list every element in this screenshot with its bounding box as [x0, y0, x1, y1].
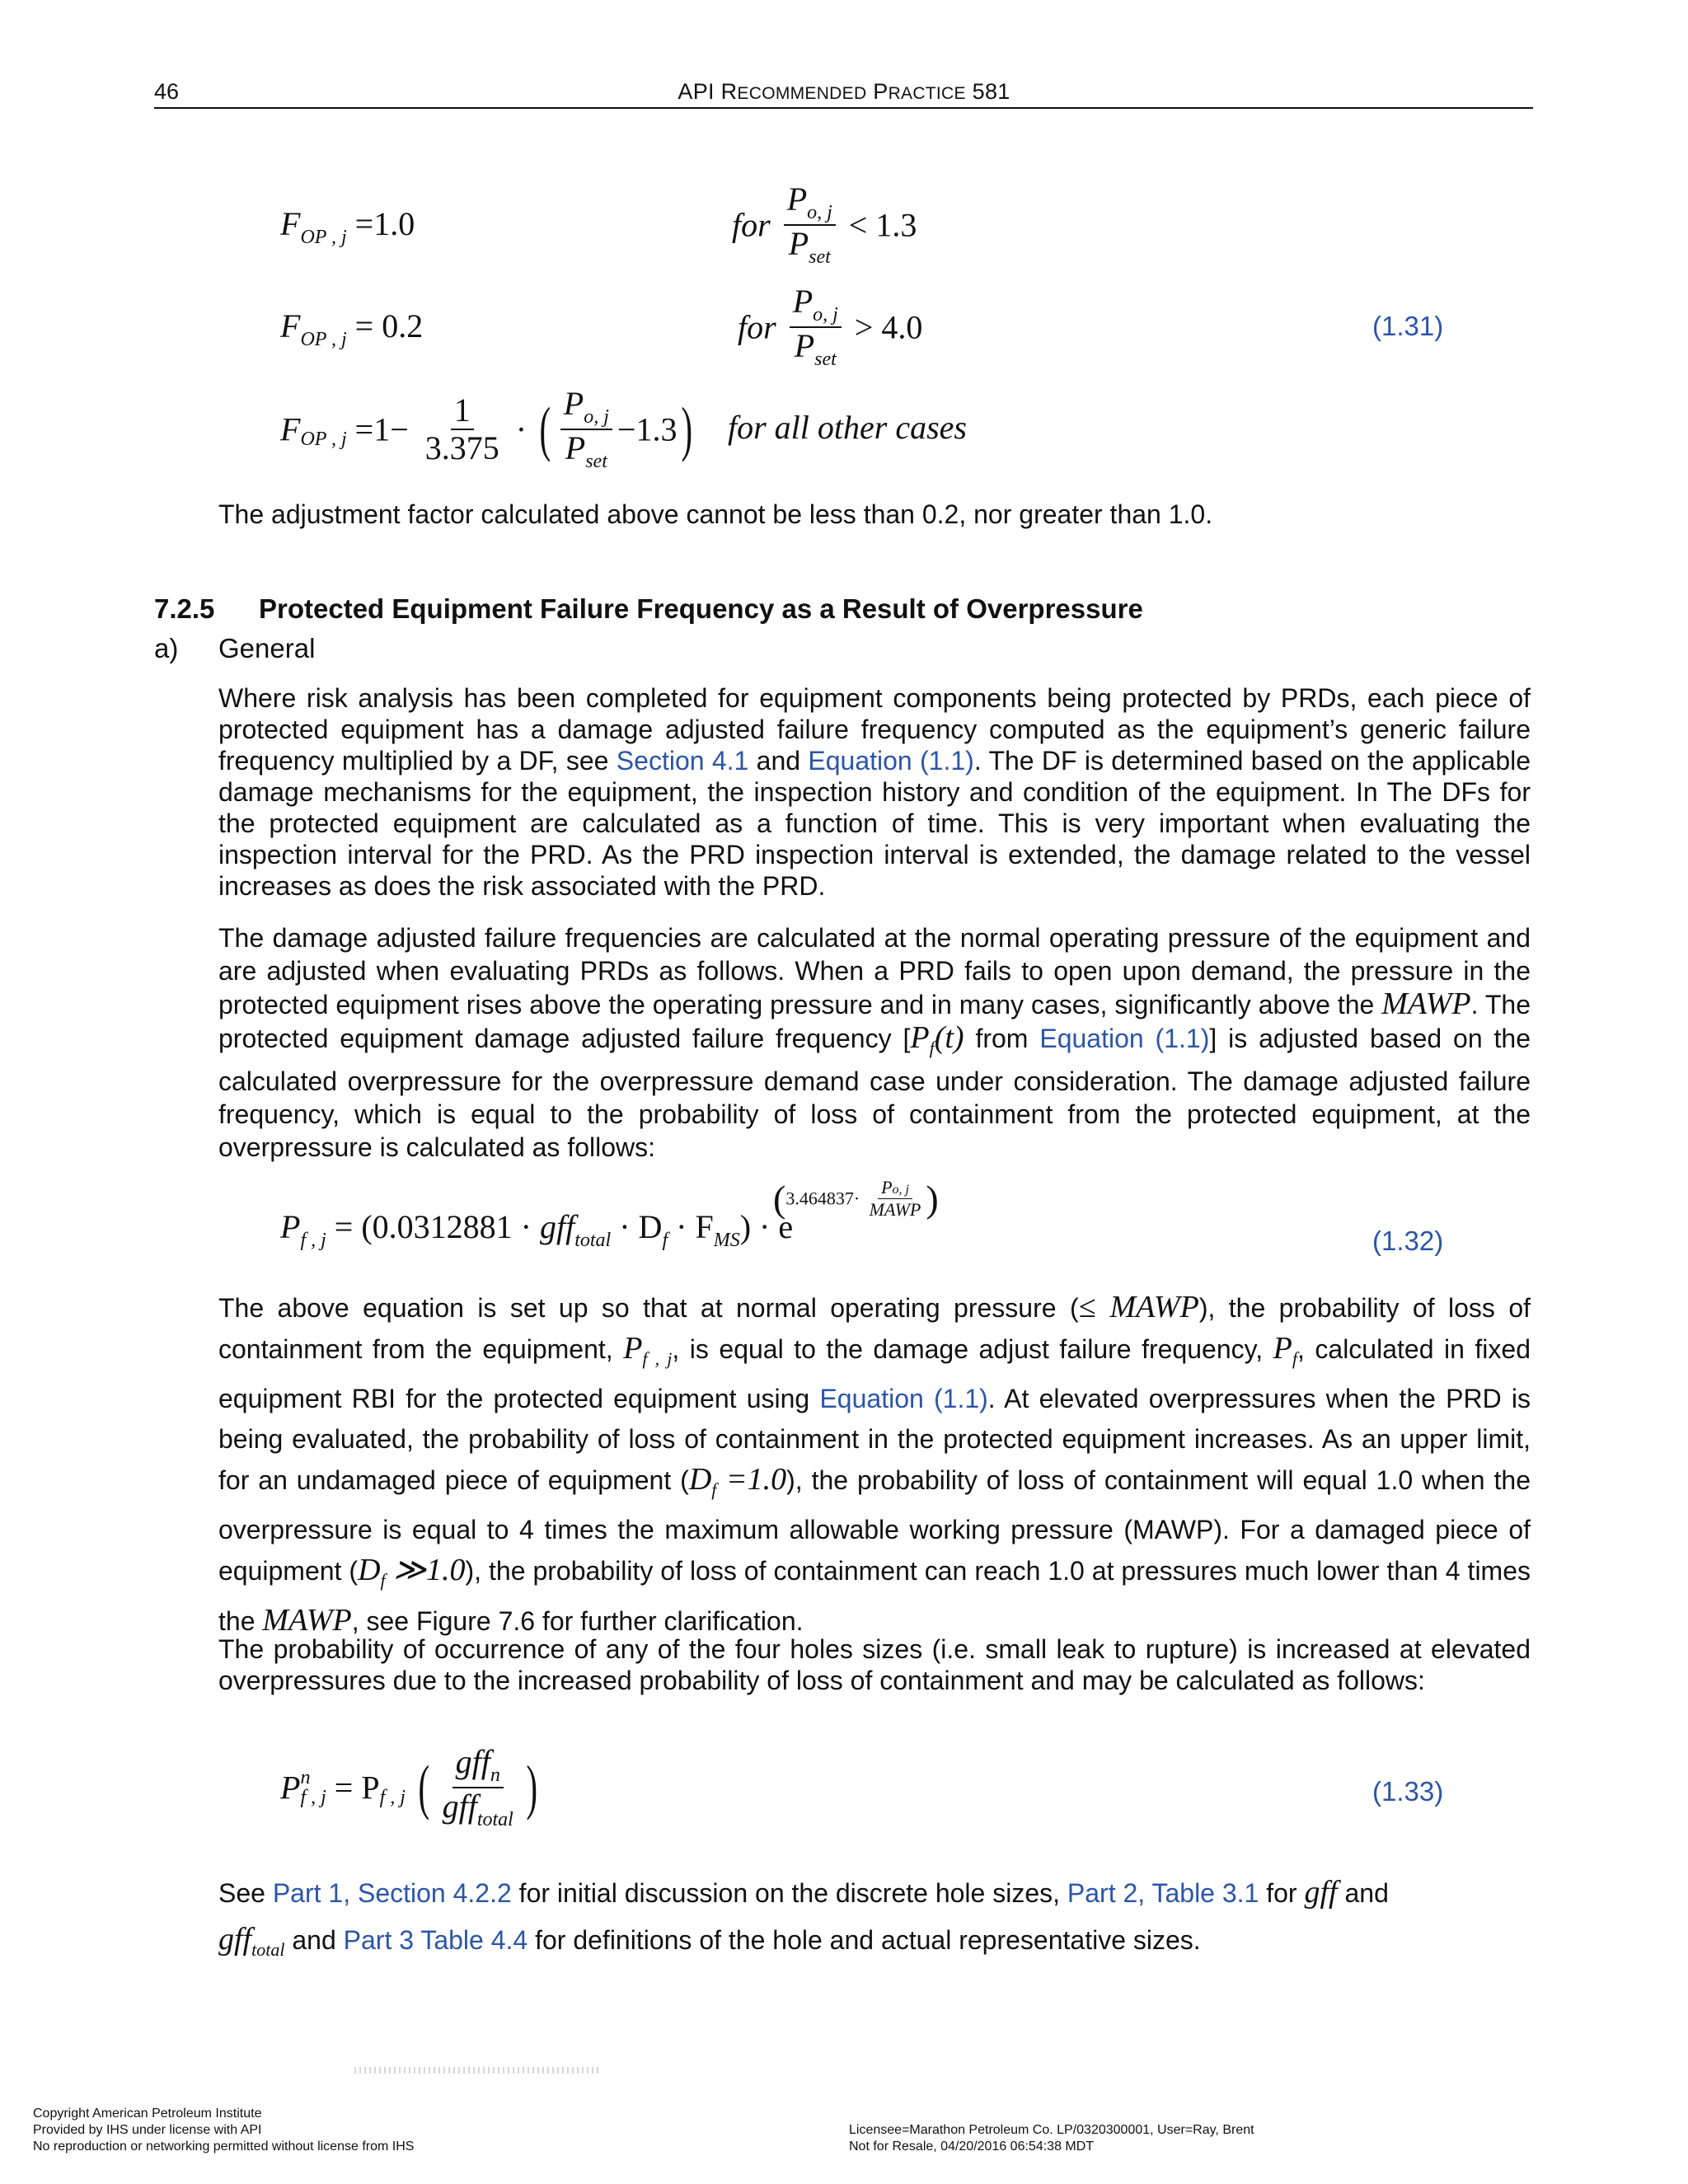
- header-rule: [154, 107, 1533, 109]
- link-equation-1-1[interactable]: Equation (1.1): [819, 1384, 988, 1413]
- eq131-row3-condition: for all other cases: [728, 409, 967, 446]
- link-equation-1-1[interactable]: Equation (1.1): [1039, 1024, 1210, 1053]
- scan-artifact: [354, 2067, 602, 2074]
- eq131-number: (1.31): [1372, 311, 1444, 341]
- subsection-label: a) General: [154, 633, 316, 663]
- eq131-row3-lhs: $F_{OP , j} =1-$ $\frac{1}{3.375}$ · ( $\frac{P_{o, j}}{P_{set}}$ −1.3): [280, 385, 693, 472]
- paragraph-see-also: See Part 1, Section 4.2.2 for initial discussion on the discrete hole sizes, Part 2, Table 3.1 for gff and gff$_{total}$ and Part 3 Table 4.4 for definitions of the hole and actual representative sizes.: [218, 1875, 1389, 1960]
- adjustment-factor-note: The adjustment factor calculated above cannot be less than 0.2, nor greater than 1.0.: [218, 499, 1213, 529]
- eq131-row1-condition: for $\frac{P_{o, j}}{P_{set}}$ < 1.3: [732, 180, 917, 268]
- eq133-number: (1.33): [1372, 1776, 1444, 1807]
- link-section-4-1[interactable]: Section 4.1: [616, 746, 749, 776]
- eq131-row2-lhs: $F_{OP , j} = 0.2$: [280, 307, 424, 350]
- paragraph-damage-adjusted: The damage adjusted failure frequencies are calculated at the normal operating pressure of the equipment and are adjusted when evaluating PRDs as follows. When a PRD fails to open upon demand, the pressure in the protected equipment rises above the operating pressure and in many cases, significantly above the MAWP. The protected equipment damage adjusted failure frequency [$P_f(t)$ from Equation (1.1)] is adjusted based on the calculated overpressure for the overpressure demand case under consideration. The damage adjusted failure frequency, which is equal to the probability of loss of containment from the protected equipment, at the overpressure is calculated as follows:: [218, 923, 1531, 1162]
- link-part3-table-4-4[interactable]: Part 3 Table 4.4: [343, 1925, 528, 1955]
- running-header-title: API RECOMMENDED PRACTICE 581: [678, 79, 1010, 104]
- section-heading: 7.2.5 Protected Equipment Failure Frequency as a Result of Overpressure: [154, 593, 1143, 624]
- eq131-row2-condition: for $\frac{P_{o, j}}{P_{set}}$ > 4.0: [738, 283, 923, 370]
- eq132: $P_{f , j} = (0.0312881 \cdot gff_{total} \cdot D_f \cdot F_{MS}) \cdot e$: [280, 1208, 794, 1251]
- paragraph-hole-probability: The probability of occurrence of any of the four holes sizes (i.e. small leak to rupture) is increased at elevated overpressures due to the increased probability of loss of containment and may be calculated as follows:: [218, 1634, 1531, 1695]
- link-part2-table-3-1[interactable]: Part 2, Table 3.1: [1067, 1878, 1259, 1908]
- paragraph-risk-analysis: Where risk analysis has been completed for equipment components being protected by PRDs, each piece of protected equipment has a damage adjusted failure frequency computed as the equipment’s generic failure frequency multiplied by a DF, see Section 4.1 and Equation (1.1). The DF is determined based on the applicable damage mechanisms for the equipment, the inspection history and condition of the equipment. In The DFs for the protected equipment are calculated as a function of time. This is very important when evaluating the inspection interval for the PRD. As the PRD inspection interval is extended, the damage related to the vessel increases as does the risk associated with the PRD.: [218, 683, 1531, 901]
- eq133: P n f , j = $P_{f , j}$ ( $\frac{gff_n}{gff_{total}}$ ): [280, 1743, 537, 1830]
- footer-license: Licensee=Marathon Petroleum Co. LP/0320300001, User=Ray, Brent Not for Resale, 04/20/2016 06:54:38 MDT: [849, 2123, 1254, 2154]
- paragraph-normal-pressure: The above equation is set up so that at normal operating pressure (≤ MAWP), the probability of loss of containment from the equipment, $P_{f , j}$, is equal to the damage adjust failure frequency, $P_f$, calculated in fixed equipment RBI for the protected equipment using Equation (1.1). At elevated overpressures when the PRD is being evaluated, the probability of loss of containment in the protected equipment increases. As an upper limit, for an undamaged piece of equipment $(D_f =1.0)$, the probability of loss of containment will equal 1.0 when the overpressure is equal to 4 times the maximum allowable working pressure (MAWP). For a damaged piece of equipment ($D_f$ ≫1.0), the probability of loss of containment can reach 1.0 at pressures much lower than 4 times the MAWP, see Figure 7.6 for further clarification.: [218, 1290, 1531, 1638]
- eq132-exponent: (3.464837· $\frac{Po, j}{\text{MAWP}}$ ): [773, 1177, 939, 1220]
- page-number: 46: [154, 79, 180, 104]
- eq131-row1-lhs: $F_{OP , j} =1.0$: [280, 205, 415, 248]
- eq132-number: (1.32): [1372, 1226, 1444, 1256]
- link-part1-section-4-2-2[interactable]: Part 1, Section 4.2.2: [272, 1878, 512, 1908]
- link-equation-1-1[interactable]: Equation (1.1): [808, 746, 974, 776]
- footer-copyright: Copyright American Petroleum Institute Provided by IHS under license with API No reproduction or networking permitted without license from IHS: [33, 2107, 415, 2154]
